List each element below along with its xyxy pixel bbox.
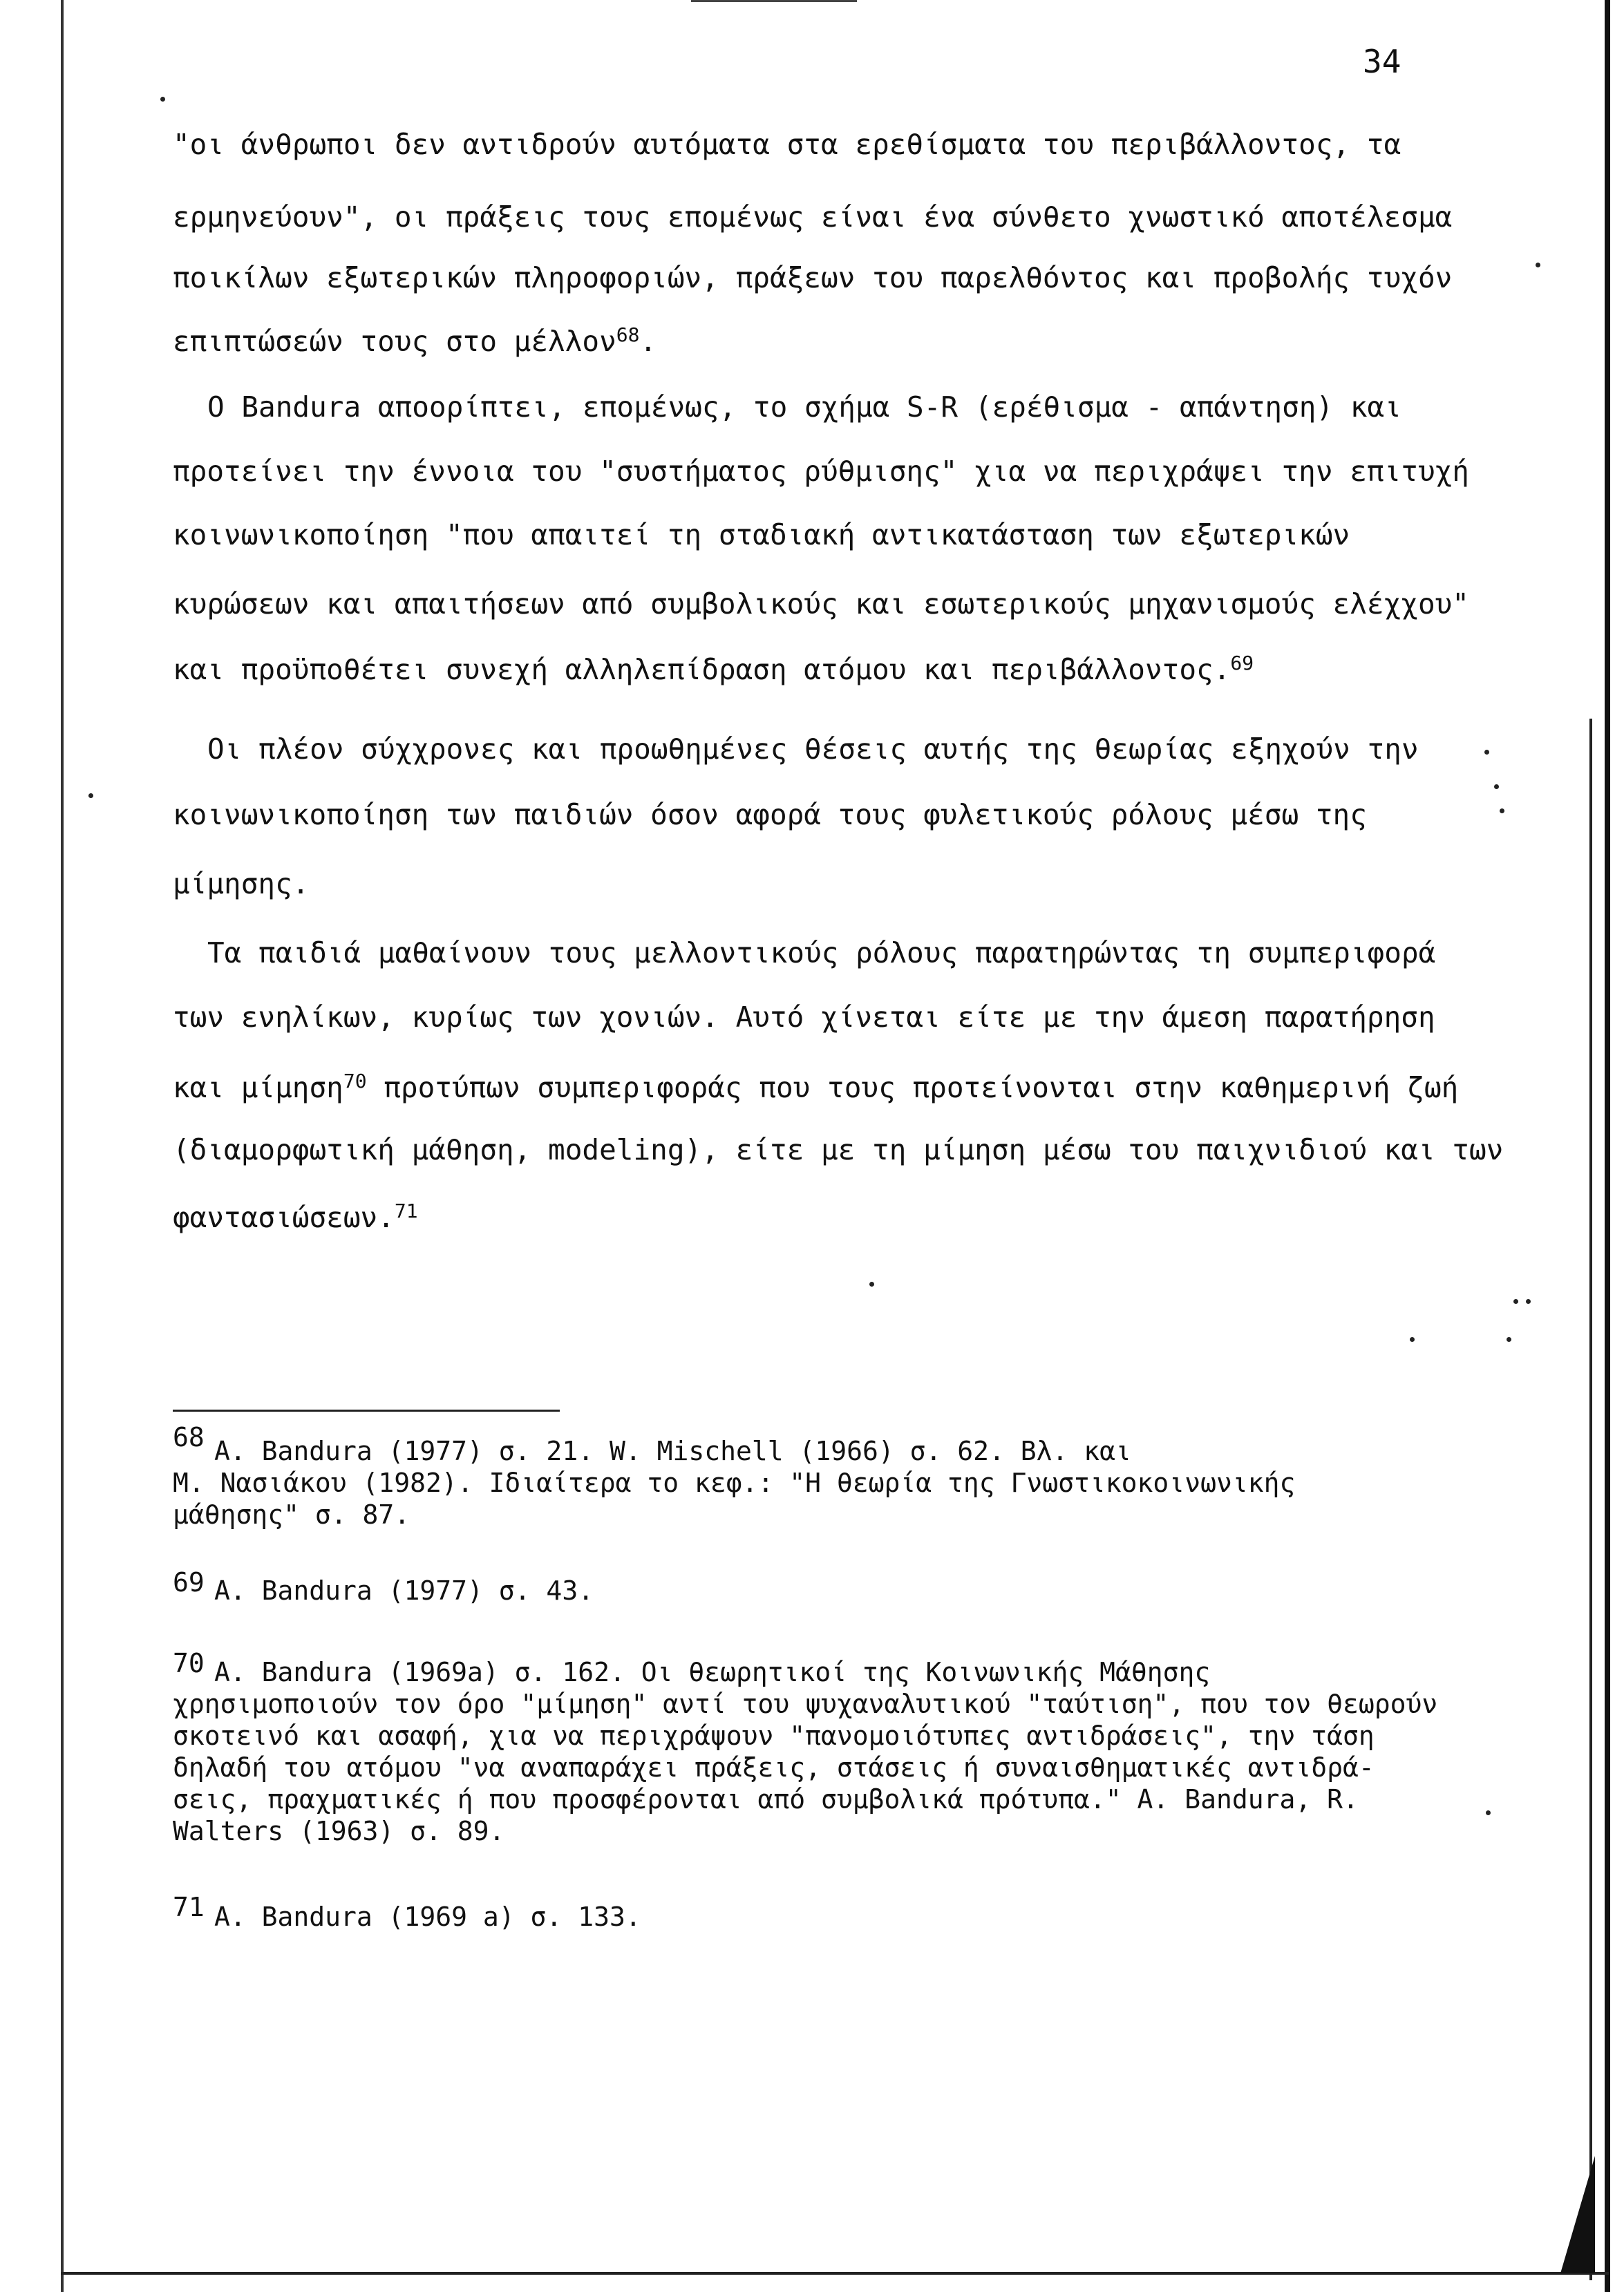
body-line: Τα παιδιά μαθαίνουν τους μελλοντικούς ρόλους παρατηρώντας τη συμπεριφορά xyxy=(207,936,1436,969)
scan-speck xyxy=(88,793,93,798)
body-line: "οι άνθρωποι δεν αντιδρούν αυτόματα στα ερεθίσματα του περιβάλλοντος, τα xyxy=(173,128,1401,161)
scan-edge-left xyxy=(61,0,64,2292)
body-line: μίμησης. xyxy=(173,867,310,900)
footnote-line: Walters (1963) σ. 89. xyxy=(173,1816,505,1846)
footnote-line: Μ. Νασιάκου (1982). Ιδιαίτερα το κεφ.: "Η θεωρία της Γνωστικοκοινωνικής xyxy=(173,1468,1296,1498)
footnote-number: 69 xyxy=(173,1567,205,1598)
footnote-ref-70: 70 xyxy=(343,1070,367,1092)
body-line: (διαμορφωτική μάθηση, modeling), είτε με τη μίμηση μέσω του παιχνιδιού και των xyxy=(173,1133,1504,1166)
footnote-line: σκοτεινό και ασαφή, χια να περιχράψουν "πανομοιότυπες αντιδράσεις", την τάση xyxy=(173,1721,1375,1751)
footnote-number: 71 xyxy=(173,1892,205,1922)
scan-speck xyxy=(160,97,165,102)
footnote-separator xyxy=(173,1410,560,1412)
body-line: κοινωνικοποίηση των παιδιών όσον αφορά τους φυλετικούς ρόλους μέσω της xyxy=(173,798,1367,831)
body-line: των ενηλίκων, κυρίως των χονιών. Αυτό χίνεται είτε με την άμεση παρατήρηση xyxy=(173,1001,1435,1034)
footnote-line: A. Bandura (1977) σ. 21. W. Mischell (1966) σ. 62. Βλ. και xyxy=(214,1436,1131,1466)
body-line: ποικίλων εξωτερικών πληροφοριών, πράξεων του παρελθόντος και προβολής τυχόν xyxy=(173,261,1453,294)
footnote-line: χρησιμοποιούν τον όρο "μίμηση" αντί του ψυχαναλυτικού "ταύτιση", που τον θεωρούν xyxy=(173,1689,1438,1719)
footnote-number: 70 xyxy=(173,1648,205,1678)
scan-speck xyxy=(1507,1337,1511,1342)
scan-speck xyxy=(1526,1299,1531,1304)
scan-edge-bottom xyxy=(61,2272,1609,2275)
body-line: και προϋποθέτει συνεχή αλληλεπίδραση ατόμου και περιβάλλοντος.$^{69}$ xyxy=(173,652,1254,686)
body-line: επιπτώσεών τους στο μέλλον$^{68}$. xyxy=(173,323,657,358)
body-line: κοινωνικοποίηση "που απαιτεί τη σταδιακή αντικατάσταση των εξωτερικών xyxy=(173,518,1350,551)
scan-speck xyxy=(1500,808,1504,813)
body-line: φαντασιώσεων.$^{71}$ xyxy=(173,1200,418,1234)
footnote-line: A. Bandura (1969a) σ. 162. Οι θεωρητικοί της Κοινωνικής Μάθησης xyxy=(214,1657,1211,1687)
scan-speck xyxy=(1486,1810,1491,1815)
scan-speck xyxy=(1484,750,1489,755)
footnote-ref-71: 71 xyxy=(394,1200,418,1222)
footnote-line: μάθησης" σ. 87. xyxy=(173,1499,410,1530)
scan-corner-shadow xyxy=(1560,2156,1595,2273)
scan-edge-right-inner xyxy=(1589,719,1592,2280)
footnote-line: A. Bandura (1969 a) σ. 133. xyxy=(214,1902,641,1932)
scan-edge-top xyxy=(691,0,857,2)
footnote-line: δηλαδή του ατόμου "να αναπαράχει πράξεις, στάσεις ή συναισθηματικές αντιδρά- xyxy=(173,1752,1375,1783)
page-number: 34 xyxy=(1363,43,1401,80)
footnote-number: 68 xyxy=(173,1422,205,1452)
body-line: κυρώσεων και απαιτήσεων από συμβολικούς και εσωτερικούς μηχανισμούς ελέχχου" xyxy=(173,587,1469,621)
footnote-ref-69: 69 xyxy=(1230,652,1254,674)
body-line: ερμηνεύουν", οι πράξεις τους επομένως είναι ένα σύνθετο χνωστικό αποτέλεσμα xyxy=(173,200,1453,234)
scan-speck xyxy=(869,1282,874,1287)
footnote-line: σεις, πραχματικές ή που προσφέρονται από συμβολικά πρότυπα." A. Bandura, R. xyxy=(173,1784,1359,1815)
body-line: προτείνει την έννοια του "συστήματος ρύθμισης" χια να περιχράψει την επιτυχή xyxy=(173,455,1469,488)
scan-speck xyxy=(1513,1299,1518,1304)
body-line: και μίμηση$^{70}$ προτύπων συμπεριφοράς που τους προτείνονται στην καθημερινή ζωή xyxy=(173,1070,1459,1104)
scan-speck xyxy=(1494,784,1499,789)
body-line: Οι πλέον σύχχρονες και προωθημένες θέσεις αυτής της θεωρίας εξηχούν την xyxy=(207,732,1419,766)
footnote-line: A. Bandura (1977) σ. 43. xyxy=(214,1575,594,1606)
scan-edge-right xyxy=(1605,0,1610,2292)
body-line: Ο Bandura αποορίπτει, επομένως, το σχήμα S-R (ερέθισμα - απάντηση) και xyxy=(207,390,1401,424)
scan-speck xyxy=(1410,1337,1415,1342)
scan-speck xyxy=(1536,263,1540,267)
footnote-ref-68: 68 xyxy=(616,323,640,346)
